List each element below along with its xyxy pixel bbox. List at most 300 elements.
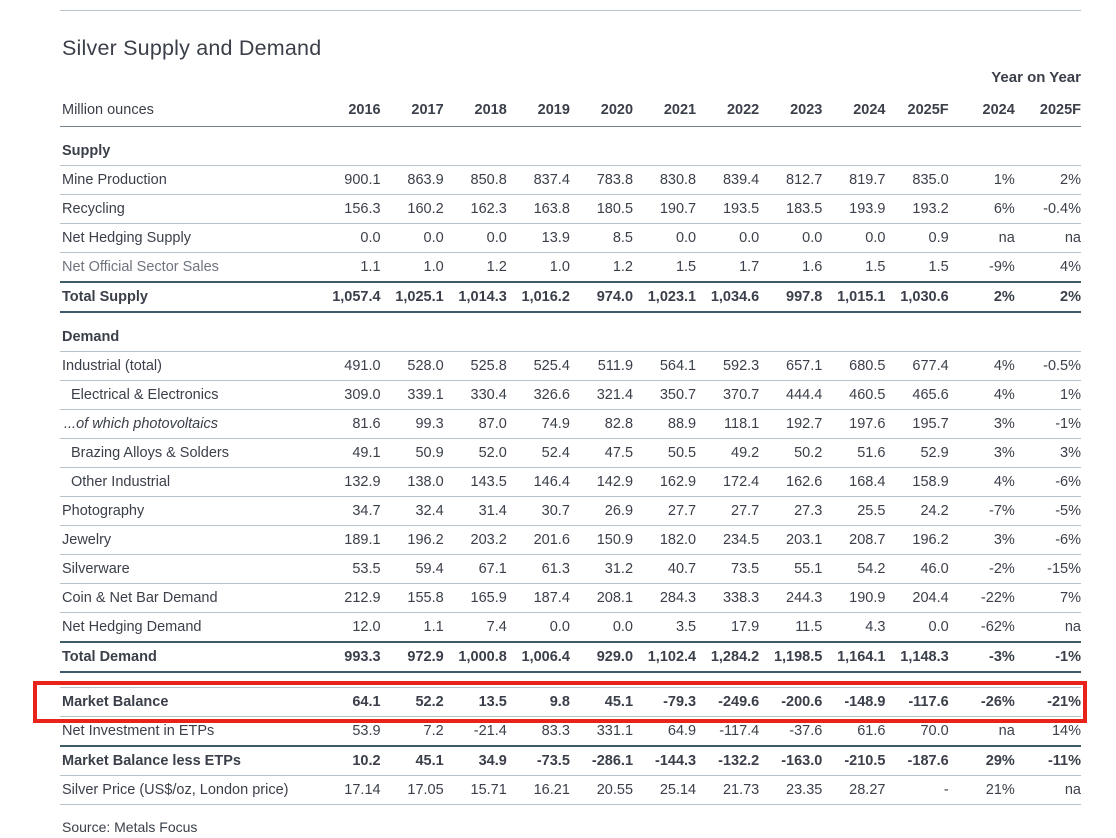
column-header: 2021 bbox=[633, 96, 696, 127]
table-row bbox=[60, 282, 1081, 312]
cell: 1.1 bbox=[317, 253, 380, 283]
cell: 7.2 bbox=[381, 717, 444, 747]
cell: 1.0 bbox=[507, 253, 570, 283]
cell: 155.8 bbox=[381, 584, 444, 613]
cell: na bbox=[949, 717, 1015, 747]
cell: 850.8 bbox=[444, 166, 507, 195]
cell: 1,000.8 bbox=[444, 642, 507, 672]
cell: 28.27 bbox=[822, 776, 885, 805]
cell: 99.3 bbox=[381, 410, 444, 439]
cell: 196.2 bbox=[885, 526, 948, 555]
cell: 172.4 bbox=[696, 468, 759, 497]
cell: 45.1 bbox=[381, 746, 444, 776]
supply-demand-table bbox=[60, 67, 1081, 838]
cell: 1,025.1 bbox=[381, 282, 444, 312]
table-row bbox=[60, 166, 1081, 195]
cell: 73.5 bbox=[696, 555, 759, 584]
source-label: Source: Metals Focus bbox=[60, 805, 1081, 838]
table-row bbox=[60, 526, 1081, 555]
cell: - bbox=[885, 776, 948, 805]
cell: 67.1 bbox=[444, 555, 507, 584]
cell: 70.0 bbox=[885, 717, 948, 747]
row-label: Silverware bbox=[60, 555, 317, 584]
cell: 0.0 bbox=[822, 224, 885, 253]
cell: 1,016.2 bbox=[507, 282, 570, 312]
row-label: Total Demand bbox=[60, 642, 317, 672]
cell: 2% bbox=[949, 282, 1015, 312]
cell: 1.5 bbox=[885, 253, 948, 283]
cell: -249.6 bbox=[696, 688, 759, 717]
cell: 53.5 bbox=[317, 555, 380, 584]
column-header: 2017 bbox=[381, 96, 444, 127]
cell: 350.7 bbox=[633, 381, 696, 410]
cell: 31.2 bbox=[570, 555, 633, 584]
cell: -0.4% bbox=[1015, 195, 1081, 224]
cell: -163.0 bbox=[759, 746, 822, 776]
column-header: 2025F bbox=[885, 96, 948, 127]
cell: -132.2 bbox=[696, 746, 759, 776]
cell: 11.5 bbox=[759, 613, 822, 643]
cell: 525.8 bbox=[444, 352, 507, 381]
cell: 1,015.1 bbox=[822, 282, 885, 312]
cell: -6% bbox=[1015, 468, 1081, 497]
cell: 160.2 bbox=[381, 195, 444, 224]
cell: 15.71 bbox=[444, 776, 507, 805]
cell: 201.6 bbox=[507, 526, 570, 555]
cell: 525.4 bbox=[507, 352, 570, 381]
cell: -37.6 bbox=[759, 717, 822, 747]
cell: 1,057.4 bbox=[317, 282, 380, 312]
cell: na bbox=[1015, 776, 1081, 805]
table-row bbox=[60, 717, 1081, 747]
cell: 45.1 bbox=[570, 688, 633, 717]
cell: 203.2 bbox=[444, 526, 507, 555]
cell: -0.5% bbox=[1015, 352, 1081, 381]
cell: 23.35 bbox=[759, 776, 822, 805]
column-header: 2022 bbox=[696, 96, 759, 127]
cell: -2% bbox=[949, 555, 1015, 584]
cell: 59.4 bbox=[381, 555, 444, 584]
cell: 24.2 bbox=[885, 497, 948, 526]
cell: na bbox=[949, 224, 1015, 253]
column-header-row bbox=[60, 96, 1081, 127]
cell: 657.1 bbox=[759, 352, 822, 381]
table-row bbox=[60, 224, 1081, 253]
cell: 1,030.6 bbox=[885, 282, 948, 312]
cell: 146.4 bbox=[507, 468, 570, 497]
cell: -286.1 bbox=[570, 746, 633, 776]
cell: 3% bbox=[949, 410, 1015, 439]
cell: -187.6 bbox=[885, 746, 948, 776]
cell: 190.9 bbox=[822, 584, 885, 613]
cell: 1% bbox=[949, 166, 1015, 195]
cell: 1,164.1 bbox=[822, 642, 885, 672]
cell: 193.9 bbox=[822, 195, 885, 224]
table-row bbox=[60, 439, 1081, 468]
table-row bbox=[60, 381, 1081, 410]
cell: 564.1 bbox=[633, 352, 696, 381]
row-label: Net Official Sector Sales bbox=[60, 253, 317, 283]
cell: 819.7 bbox=[822, 166, 885, 195]
cell: 0.9 bbox=[885, 224, 948, 253]
cell: 4% bbox=[949, 352, 1015, 381]
table-row bbox=[60, 497, 1081, 526]
cell: 64.9 bbox=[633, 717, 696, 747]
cell: -21.4 bbox=[444, 717, 507, 747]
row-label: Mine Production bbox=[60, 166, 317, 195]
cell: 1.0 bbox=[381, 253, 444, 283]
cell: 835.0 bbox=[885, 166, 948, 195]
cell: 180.5 bbox=[570, 195, 633, 224]
row-label: Other Industrial bbox=[60, 468, 317, 497]
cell: 863.9 bbox=[381, 166, 444, 195]
row-label: Coin & Net Bar Demand bbox=[60, 584, 317, 613]
cell: 309.0 bbox=[317, 381, 380, 410]
cell: 17.05 bbox=[381, 776, 444, 805]
row-label: Jewelry bbox=[60, 526, 317, 555]
cell: 4.3 bbox=[822, 613, 885, 643]
cell: 51.6 bbox=[822, 439, 885, 468]
cell: 138.0 bbox=[381, 468, 444, 497]
cell: 183.5 bbox=[759, 195, 822, 224]
cell: 13.5 bbox=[444, 688, 507, 717]
cell: 208.7 bbox=[822, 526, 885, 555]
cell: 8.5 bbox=[570, 224, 633, 253]
cell: 839.4 bbox=[696, 166, 759, 195]
cell: -79.3 bbox=[633, 688, 696, 717]
cell: -5% bbox=[1015, 497, 1081, 526]
row-label: Net Hedging Demand bbox=[60, 613, 317, 643]
cell: 3% bbox=[1015, 439, 1081, 468]
table-row bbox=[60, 613, 1081, 643]
cell: 491.0 bbox=[317, 352, 380, 381]
cell: -11% bbox=[1015, 746, 1081, 776]
column-header: 2025F bbox=[1015, 96, 1081, 127]
year-on-year-header-row bbox=[60, 67, 1081, 96]
cell: 47.5 bbox=[570, 439, 633, 468]
cell: -15% bbox=[1015, 555, 1081, 584]
cell: 12.0 bbox=[317, 613, 380, 643]
row-label: Total Supply bbox=[60, 282, 317, 312]
cell: 81.6 bbox=[317, 410, 380, 439]
cell: -200.6 bbox=[759, 688, 822, 717]
cell: 0.0 bbox=[696, 224, 759, 253]
cell: 83.3 bbox=[507, 717, 570, 747]
spacer-cell bbox=[60, 67, 949, 96]
cell: -1% bbox=[1015, 642, 1081, 672]
cell: 974.0 bbox=[570, 282, 633, 312]
cell: 118.1 bbox=[696, 410, 759, 439]
cell: 25.5 bbox=[822, 497, 885, 526]
cell: 1,284.2 bbox=[696, 642, 759, 672]
cell: 3.5 bbox=[633, 613, 696, 643]
cell: 27.7 bbox=[633, 497, 696, 526]
cell: 82.8 bbox=[570, 410, 633, 439]
source-row bbox=[60, 805, 1081, 838]
table-row bbox=[60, 688, 1081, 717]
cell: 143.5 bbox=[444, 468, 507, 497]
table-row bbox=[60, 642, 1081, 672]
cell: 158.9 bbox=[885, 468, 948, 497]
cell: -148.9 bbox=[822, 688, 885, 717]
row-label: Recycling bbox=[60, 195, 317, 224]
cell: 4% bbox=[949, 381, 1015, 410]
cell: 1,023.1 bbox=[633, 282, 696, 312]
cell: 1.5 bbox=[633, 253, 696, 283]
cell: 1,148.3 bbox=[885, 642, 948, 672]
cell: -144.3 bbox=[633, 746, 696, 776]
cell: 163.8 bbox=[507, 195, 570, 224]
cell: 326.6 bbox=[507, 381, 570, 410]
cell: 4% bbox=[949, 468, 1015, 497]
column-header: 2019 bbox=[507, 96, 570, 127]
cell: 192.7 bbox=[759, 410, 822, 439]
column-header: 2016 bbox=[317, 96, 380, 127]
cell: -6% bbox=[1015, 526, 1081, 555]
cell: 50.2 bbox=[759, 439, 822, 468]
cell: 0.0 bbox=[633, 224, 696, 253]
cell: 52.4 bbox=[507, 439, 570, 468]
cell: 2% bbox=[1015, 166, 1081, 195]
row-label: Supply bbox=[60, 127, 1081, 166]
column-header: 2018 bbox=[444, 96, 507, 127]
cell: na bbox=[1015, 224, 1081, 253]
cell: 34.9 bbox=[444, 746, 507, 776]
cell: 1,014.3 bbox=[444, 282, 507, 312]
row-label: Net Investment in ETPs bbox=[60, 717, 317, 747]
cell: 88.9 bbox=[633, 410, 696, 439]
cell: 29% bbox=[949, 746, 1015, 776]
cell: -26% bbox=[949, 688, 1015, 717]
cell: 204.4 bbox=[885, 584, 948, 613]
cell: 9.8 bbox=[507, 688, 570, 717]
cell: 87.0 bbox=[444, 410, 507, 439]
cell: 25.14 bbox=[633, 776, 696, 805]
cell: 46.0 bbox=[885, 555, 948, 584]
cell: 156.3 bbox=[317, 195, 380, 224]
cell: 195.7 bbox=[885, 410, 948, 439]
cell: 17.14 bbox=[317, 776, 380, 805]
cell: 197.6 bbox=[822, 410, 885, 439]
cell: 34.7 bbox=[317, 497, 380, 526]
cell: 993.3 bbox=[317, 642, 380, 672]
table-row bbox=[60, 468, 1081, 497]
cell: 50.5 bbox=[633, 439, 696, 468]
cell: 17.9 bbox=[696, 613, 759, 643]
page-title: Silver Supply and Demand bbox=[62, 36, 322, 60]
cell: -73.5 bbox=[507, 746, 570, 776]
cell: 21.73 bbox=[696, 776, 759, 805]
cell: 212.9 bbox=[317, 584, 380, 613]
cell: -21% bbox=[1015, 688, 1081, 717]
cell: 1.7 bbox=[696, 253, 759, 283]
cell: 0.0 bbox=[759, 224, 822, 253]
row-label: Industrial (total) bbox=[60, 352, 317, 381]
cell: 7% bbox=[1015, 584, 1081, 613]
cell: 1.2 bbox=[444, 253, 507, 283]
cell: 168.4 bbox=[822, 468, 885, 497]
cell: 208.1 bbox=[570, 584, 633, 613]
row-label: Demand bbox=[60, 312, 1081, 352]
cell: 997.8 bbox=[759, 282, 822, 312]
table-row bbox=[60, 352, 1081, 381]
cell: 0.0 bbox=[570, 613, 633, 643]
cell: 40.7 bbox=[633, 555, 696, 584]
cell: 1.1 bbox=[381, 613, 444, 643]
cell: 511.9 bbox=[570, 352, 633, 381]
cell: 187.4 bbox=[507, 584, 570, 613]
cell: 465.6 bbox=[885, 381, 948, 410]
cell: 3% bbox=[949, 526, 1015, 555]
cell: 21% bbox=[949, 776, 1015, 805]
cell: 444.4 bbox=[759, 381, 822, 410]
cell: 52.0 bbox=[444, 439, 507, 468]
cell: -7% bbox=[949, 497, 1015, 526]
column-header: 2024 bbox=[822, 96, 885, 127]
cell: 331.1 bbox=[570, 717, 633, 747]
cell: 284.3 bbox=[633, 584, 696, 613]
cell: 460.5 bbox=[822, 381, 885, 410]
cell: 142.9 bbox=[570, 468, 633, 497]
cell: 196.2 bbox=[381, 526, 444, 555]
cell: 27.7 bbox=[696, 497, 759, 526]
cell: 234.5 bbox=[696, 526, 759, 555]
cell: 2% bbox=[1015, 282, 1081, 312]
cell: 929.0 bbox=[570, 642, 633, 672]
cell: 244.3 bbox=[759, 584, 822, 613]
table-row bbox=[60, 410, 1081, 439]
table-row bbox=[60, 195, 1081, 224]
cell: 1,102.4 bbox=[633, 642, 696, 672]
cell: 162.3 bbox=[444, 195, 507, 224]
cell: 783.8 bbox=[570, 166, 633, 195]
cell: 3% bbox=[949, 439, 1015, 468]
cell: -22% bbox=[949, 584, 1015, 613]
cell: 61.6 bbox=[822, 717, 885, 747]
cell: 680.5 bbox=[822, 352, 885, 381]
cell: 812.7 bbox=[759, 166, 822, 195]
section-header-row bbox=[60, 312, 1081, 352]
cell: 31.4 bbox=[444, 497, 507, 526]
cell: 16.21 bbox=[507, 776, 570, 805]
cell: 900.1 bbox=[317, 166, 380, 195]
cell: 1,198.5 bbox=[759, 642, 822, 672]
cell: 49.2 bbox=[696, 439, 759, 468]
cell: 370.7 bbox=[696, 381, 759, 410]
year-on-year-label: Year on Year bbox=[991, 69, 1081, 86]
cell: 1.2 bbox=[570, 253, 633, 283]
cell: -3% bbox=[949, 642, 1015, 672]
column-header: 2024 bbox=[949, 96, 1015, 127]
cell: 339.1 bbox=[381, 381, 444, 410]
table-row bbox=[60, 555, 1081, 584]
section-header-row bbox=[60, 127, 1081, 166]
cell: 830.8 bbox=[633, 166, 696, 195]
cell: 54.2 bbox=[822, 555, 885, 584]
cell: 1% bbox=[1015, 381, 1081, 410]
cell: 132.9 bbox=[317, 468, 380, 497]
cell: 338.3 bbox=[696, 584, 759, 613]
row-label: Net Hedging Supply bbox=[60, 224, 317, 253]
unit-label: Million ounces bbox=[60, 96, 317, 127]
cell: 165.9 bbox=[444, 584, 507, 613]
cell: 528.0 bbox=[381, 352, 444, 381]
cell: 6% bbox=[949, 195, 1015, 224]
cell: 30.7 bbox=[507, 497, 570, 526]
cell: 1,034.6 bbox=[696, 282, 759, 312]
cell: 592.3 bbox=[696, 352, 759, 381]
cell: 193.2 bbox=[885, 195, 948, 224]
cell: 190.7 bbox=[633, 195, 696, 224]
cell: 27.3 bbox=[759, 497, 822, 526]
cell: 677.4 bbox=[885, 352, 948, 381]
cell: 1.6 bbox=[759, 253, 822, 283]
cell: 20.55 bbox=[570, 776, 633, 805]
cell: 182.0 bbox=[633, 526, 696, 555]
cell: na bbox=[1015, 613, 1081, 643]
cell: 0.0 bbox=[885, 613, 948, 643]
cell: 55.1 bbox=[759, 555, 822, 584]
cell: 0.0 bbox=[507, 613, 570, 643]
top-rule bbox=[60, 10, 1081, 11]
cell: 49.1 bbox=[317, 439, 380, 468]
cell: 13.9 bbox=[507, 224, 570, 253]
column-header: 2023 bbox=[759, 96, 822, 127]
cell: 189.1 bbox=[317, 526, 380, 555]
cell: -117.6 bbox=[885, 688, 948, 717]
cell: 321.4 bbox=[570, 381, 633, 410]
cell: -117.4 bbox=[696, 717, 759, 747]
cell: 972.9 bbox=[381, 642, 444, 672]
cell: 52.9 bbox=[885, 439, 948, 468]
cell: 14% bbox=[1015, 717, 1081, 747]
cell: 32.4 bbox=[381, 497, 444, 526]
cell: 837.4 bbox=[507, 166, 570, 195]
row-label: Photography bbox=[60, 497, 317, 526]
cell: 53.9 bbox=[317, 717, 380, 747]
report-table-sheet bbox=[60, 10, 1081, 838]
cell: 64.1 bbox=[317, 688, 380, 717]
cell: 162.6 bbox=[759, 468, 822, 497]
cell: 4% bbox=[1015, 253, 1081, 283]
table-row bbox=[60, 584, 1081, 613]
cell: 52.2 bbox=[381, 688, 444, 717]
cell: -1% bbox=[1015, 410, 1081, 439]
cell: 7.4 bbox=[444, 613, 507, 643]
cell: 10.2 bbox=[317, 746, 380, 776]
row-label: Electrical & Electronics bbox=[60, 381, 317, 410]
cell: 61.3 bbox=[507, 555, 570, 584]
section-gap bbox=[60, 672, 1081, 688]
row-label: Market Balance less ETPs bbox=[60, 746, 317, 776]
cell: 203.1 bbox=[759, 526, 822, 555]
cell: 1.5 bbox=[822, 253, 885, 283]
cell: 0.0 bbox=[381, 224, 444, 253]
cell: 26.9 bbox=[570, 497, 633, 526]
cell: 0.0 bbox=[444, 224, 507, 253]
row-label: Silver Price (US$/oz, London price) bbox=[60, 776, 317, 805]
column-header: 2020 bbox=[570, 96, 633, 127]
cell: 162.9 bbox=[633, 468, 696, 497]
row-label: Market Balance bbox=[60, 688, 317, 717]
cell: 1,006.4 bbox=[507, 642, 570, 672]
row-label: Brazing Alloys & Solders bbox=[60, 439, 317, 468]
cell: 150.9 bbox=[570, 526, 633, 555]
cell: -210.5 bbox=[822, 746, 885, 776]
cell: -9% bbox=[949, 253, 1015, 283]
table-row bbox=[60, 253, 1081, 283]
row-label: ...of which photovoltaics bbox=[60, 410, 317, 439]
